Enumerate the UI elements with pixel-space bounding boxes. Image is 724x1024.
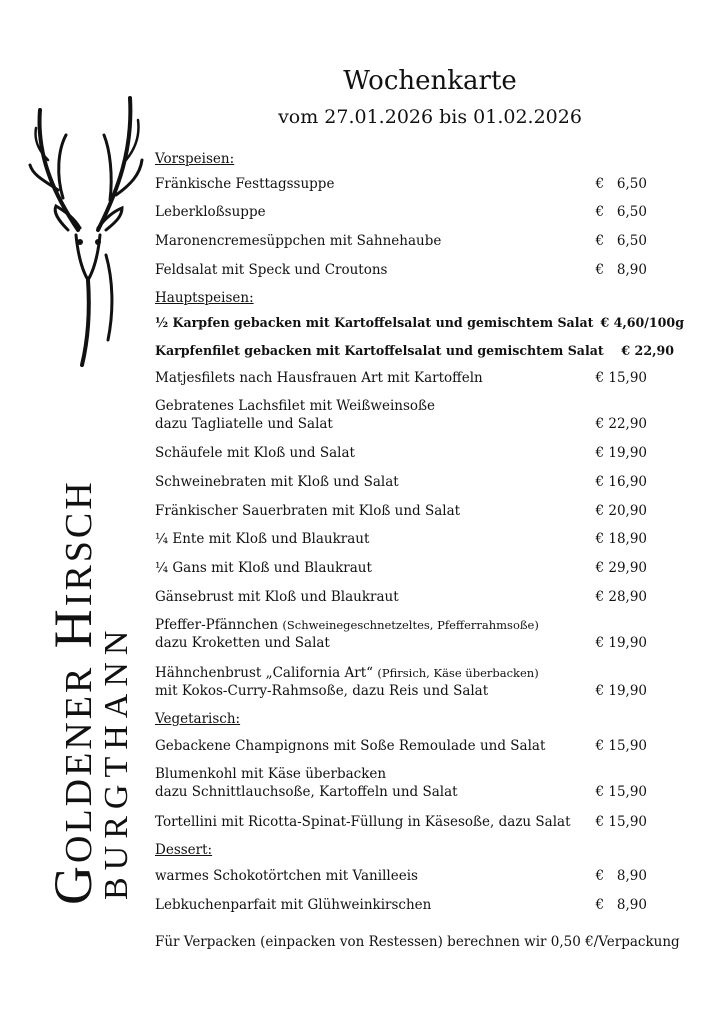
menu-item — [155, 813, 684, 831]
item-price: € 6,50 — [595, 204, 647, 220]
item-name: ¼ Ente mit Kloß und Blaukraut — [155, 531, 370, 547]
item-name: Fränkischer Sauerbraten mit Kloß und Salat — [155, 503, 461, 519]
menu-date-range: vom 27.01.2026 bis 01.02.2026 — [278, 106, 582, 128]
item-price: € 22,90 — [621, 343, 674, 358]
item-price: € 28,90 — [595, 589, 647, 605]
item-price: € 19,90 — [595, 445, 647, 461]
menu-item — [155, 261, 684, 279]
menu-item — [155, 737, 684, 755]
menu-item — [155, 765, 684, 801]
menu-item — [155, 232, 684, 250]
menu-item — [155, 203, 684, 221]
section-hauptspeisen: Hauptspeisen: — [155, 290, 254, 306]
menu-item — [155, 588, 684, 606]
item-detail: dazu Kroketten und Salat — [155, 635, 330, 651]
packaging-note: Für Verpacken (einpacken von Restessen) berechnen wir 0,50 €/Verpackung — [155, 934, 680, 950]
item-name: Karpfenfilet gebacken mit Kartoffelsalat und gemischtem Salat — [155, 343, 604, 358]
item-name: Tortellini mit Ricotta-Spinat-Füllung in Käsesoße, dazu Salat — [155, 814, 571, 830]
item-name: Feldsalat mit Speck und Croutons — [155, 262, 388, 278]
item-name: Gebackene Champignons mit Soße Remoulade und Salat — [155, 738, 546, 754]
item-name: Gänsebrust mit Kloß und Blaukraut — [155, 589, 399, 605]
item-name: Matjesfilets nach Hausfrauen Art mit Kartoffeln — [155, 370, 483, 386]
item-price: € 22,90 — [595, 416, 647, 432]
section-dessert: Dessert: — [155, 842, 213, 858]
item-price: € 4,60/100g — [600, 315, 684, 330]
item-price: € 8,90 — [595, 262, 647, 278]
menu-item — [155, 616, 684, 652]
menu-item — [155, 473, 684, 491]
item-price: € 8,90 — [595, 868, 647, 884]
item-price: € 6,50 — [595, 233, 647, 249]
item-price: € 15,90 — [595, 784, 647, 800]
item-name: Leberkloßsuppe — [155, 204, 266, 220]
item-price: € 6,50 — [595, 176, 647, 192]
brand-name: Goldener Hirsch — [43, 479, 103, 905]
menu-item — [155, 314, 684, 332]
item-name: Gebratenes Lachsfilet mit Weißweinsoße — [155, 398, 436, 414]
item-price: € 15,90 — [595, 814, 647, 830]
item-name: ½ Karpfen gebacken mit Kartoffelsalat und gemischtem Salat — [155, 315, 594, 330]
item-price: € 19,90 — [595, 635, 647, 651]
item-name: Pfeffer-Pfännchen — [155, 617, 279, 633]
menu-item — [155, 867, 684, 885]
item-name: Fränkische Festtagssuppe — [155, 176, 335, 192]
item-price: € 19,90 — [595, 683, 647, 699]
item-price: € 15,90 — [595, 370, 647, 386]
item-price: € 16,90 — [595, 474, 647, 490]
section-vorspeisen: Vorspeisen: — [155, 151, 235, 167]
menu-item — [155, 502, 684, 520]
menu-item — [155, 369, 684, 387]
item-price: € 8,90 — [595, 897, 647, 913]
menu-item — [155, 664, 684, 700]
item-price: € 15,90 — [595, 738, 647, 754]
menu-item — [155, 530, 684, 548]
item-name: ¼ Gans mit Kloß und Blaukraut — [155, 560, 372, 576]
item-name: Maronencremesüppchen mit Sahnehaube — [155, 233, 442, 249]
item-note: (Pfirsich, Käse überbacken) — [377, 666, 539, 680]
item-name: Schäufele mit Kloß und Salat — [155, 445, 355, 461]
item-detail: dazu Schnittlauchsoße, Kartoffeln und Salat — [155, 784, 458, 800]
item-name: Lebkuchenparfait mit Glühweinkirschen — [155, 897, 432, 913]
item-price: € 29,90 — [595, 560, 647, 576]
menu-title: Wochenkarte — [343, 66, 517, 96]
item-detail: mit Kokos-Curry-Rahmsoße, dazu Reis und Salat — [155, 683, 489, 699]
item-price: € 20,90 — [595, 503, 647, 519]
item-note: (Schweinegeschnetzeltes, Pfefferrahmsoße) — [282, 618, 539, 632]
item-name: Hähnchenbrust „California Art“ — [155, 665, 374, 681]
item-price: € 18,90 — [595, 531, 647, 547]
section-vegetarisch: Vegetarisch: — [155, 711, 241, 727]
menu-item — [155, 175, 684, 193]
menu-item — [155, 342, 674, 360]
item-name: Schweinebraten mit Kloß und Salat — [155, 474, 399, 490]
item-name: warmes Schokotörtchen mit Vanilleeis — [155, 868, 418, 884]
menu-item — [155, 559, 684, 577]
menu-item — [155, 896, 684, 914]
item-detail: dazu Tagliatelle und Salat — [155, 416, 333, 432]
menu-item — [155, 397, 684, 433]
item-name: Blumenkohl mit Käse überbacken — [155, 766, 387, 782]
menu-item — [155, 444, 684, 462]
brand-place: BURGTHANN — [98, 623, 135, 900]
